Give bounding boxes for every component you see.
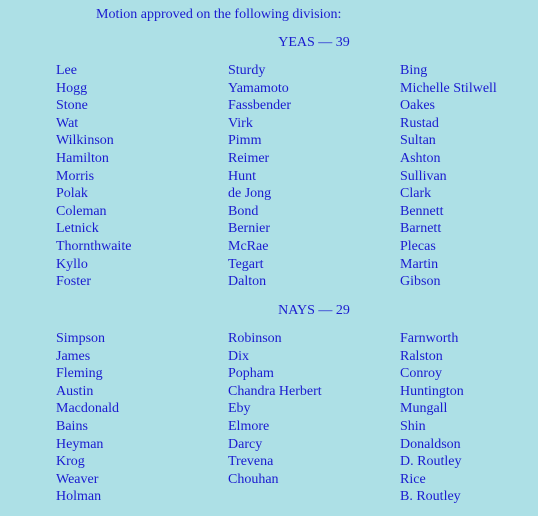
nays-member-name: Austin: [56, 383, 94, 399]
yeas-member-name: Oakes: [400, 98, 435, 114]
yeas-member-name: Pimm: [228, 133, 262, 149]
yeas-member-name: Sullivan: [400, 168, 447, 184]
yeas-member-name: Clark: [400, 186, 432, 202]
yeas-member-name: Bond: [228, 203, 259, 219]
yeas-member-name: Stone: [56, 98, 88, 114]
yeas-list: [56, 62, 538, 291]
yeas-member-name: Bennett: [400, 203, 444, 219]
nays-member-name: Mungall: [400, 401, 448, 417]
yeas-heading: YEAS — 39: [278, 35, 350, 50]
yeas-member-name: Wat: [56, 115, 79, 131]
yeas-member-name: Tegart: [228, 256, 264, 272]
yeas-member-name: Kyllo: [56, 256, 88, 272]
nays-member-name: Ralston: [400, 348, 443, 364]
nays-member-name: D. Routley: [400, 454, 462, 470]
yeas-member-name: Hamilton: [56, 150, 109, 166]
nays-member-name: Robinson: [228, 331, 282, 346]
nays-member-name: Chouhan: [228, 471, 279, 487]
yeas-member-name: Fassbender: [228, 98, 291, 114]
nays-member-name: Darcy: [228, 436, 263, 452]
yeas-member-name: McRae: [228, 238, 269, 254]
yeas-member-name: Gibson: [400, 274, 441, 290]
nays-member-name: Bains: [56, 418, 88, 434]
nays-heading: NAYS — 29: [278, 303, 350, 318]
yeas-member-name: Polak: [56, 186, 88, 202]
nays-list: [56, 330, 538, 506]
yeas-member-name: Barnett: [400, 221, 442, 237]
nays-member-name: B. Routley: [400, 489, 461, 505]
yeas-member-name: Morris: [56, 168, 95, 184]
yeas-member-name: Letnick: [56, 221, 99, 237]
yeas-member-name: Foster: [56, 274, 91, 290]
nays-member-name: Conroy: [400, 366, 442, 382]
nays-member-name: Weaver: [56, 471, 99, 487]
yeas-member-name: Rustad: [400, 115, 439, 131]
yeas-member-name: Bernier: [228, 221, 270, 237]
yeas-member-name: Thornthwaite: [56, 238, 132, 254]
nays-member-name: Huntington: [400, 383, 464, 399]
yeas-member-name: Dalton: [228, 274, 267, 290]
nays-member-name: Macdonald: [56, 401, 119, 417]
nays-member-name: Farnworth: [400, 331, 459, 346]
nays-member-name: [228, 488, 400, 506]
nays-member-name: Rice: [400, 471, 426, 487]
yeas-member-name: Sultan: [400, 133, 436, 149]
nays-member-name: Chandra Herbert: [228, 383, 322, 399]
yeas-member-name: Hogg: [56, 80, 88, 96]
nays-member-name: Simpson: [56, 331, 106, 346]
yeas-member-name: de Jong: [228, 186, 272, 202]
yeas-member-name: Lee: [56, 63, 77, 78]
yeas-member-name: Sturdy: [228, 63, 266, 78]
yeas-member-name: Wilkinson: [56, 133, 114, 149]
yeas-member-name: Yamamoto: [228, 80, 289, 96]
yeas-member-name: Hunt: [228, 168, 256, 184]
yeas-member-name: Reimer: [228, 150, 270, 166]
yeas-member-name: Virk: [228, 115, 253, 131]
nays-member-name: Heyman: [56, 436, 104, 452]
nays-member-name: Donaldson: [400, 436, 461, 452]
yeas-member-name: Martin: [400, 256, 439, 272]
yeas-member-name: Michelle Stilwell: [400, 80, 497, 96]
nays-member-name: James: [56, 348, 91, 364]
yeas-member-name: Bing: [400, 63, 428, 78]
nays-member-name: Elmore: [228, 418, 270, 434]
nays-member-name: Eby: [228, 401, 251, 417]
nays-member-name: Fleming: [56, 366, 103, 382]
nays-member-name: Shin: [400, 418, 426, 434]
yeas-member-name: Coleman: [56, 203, 107, 219]
nays-member-name: Trevena: [228, 454, 274, 470]
yeas-member-name: Plecas: [400, 238, 436, 254]
division-intro: Motion approved on the following division:: [96, 7, 342, 22]
nays-member-name: Holman: [56, 489, 102, 505]
yeas-member-name: Ashton: [400, 150, 441, 166]
nays-member-name: Krog: [56, 454, 85, 470]
nays-member-name: Dix: [228, 348, 249, 364]
nays-member-name: Popham: [228, 366, 274, 382]
